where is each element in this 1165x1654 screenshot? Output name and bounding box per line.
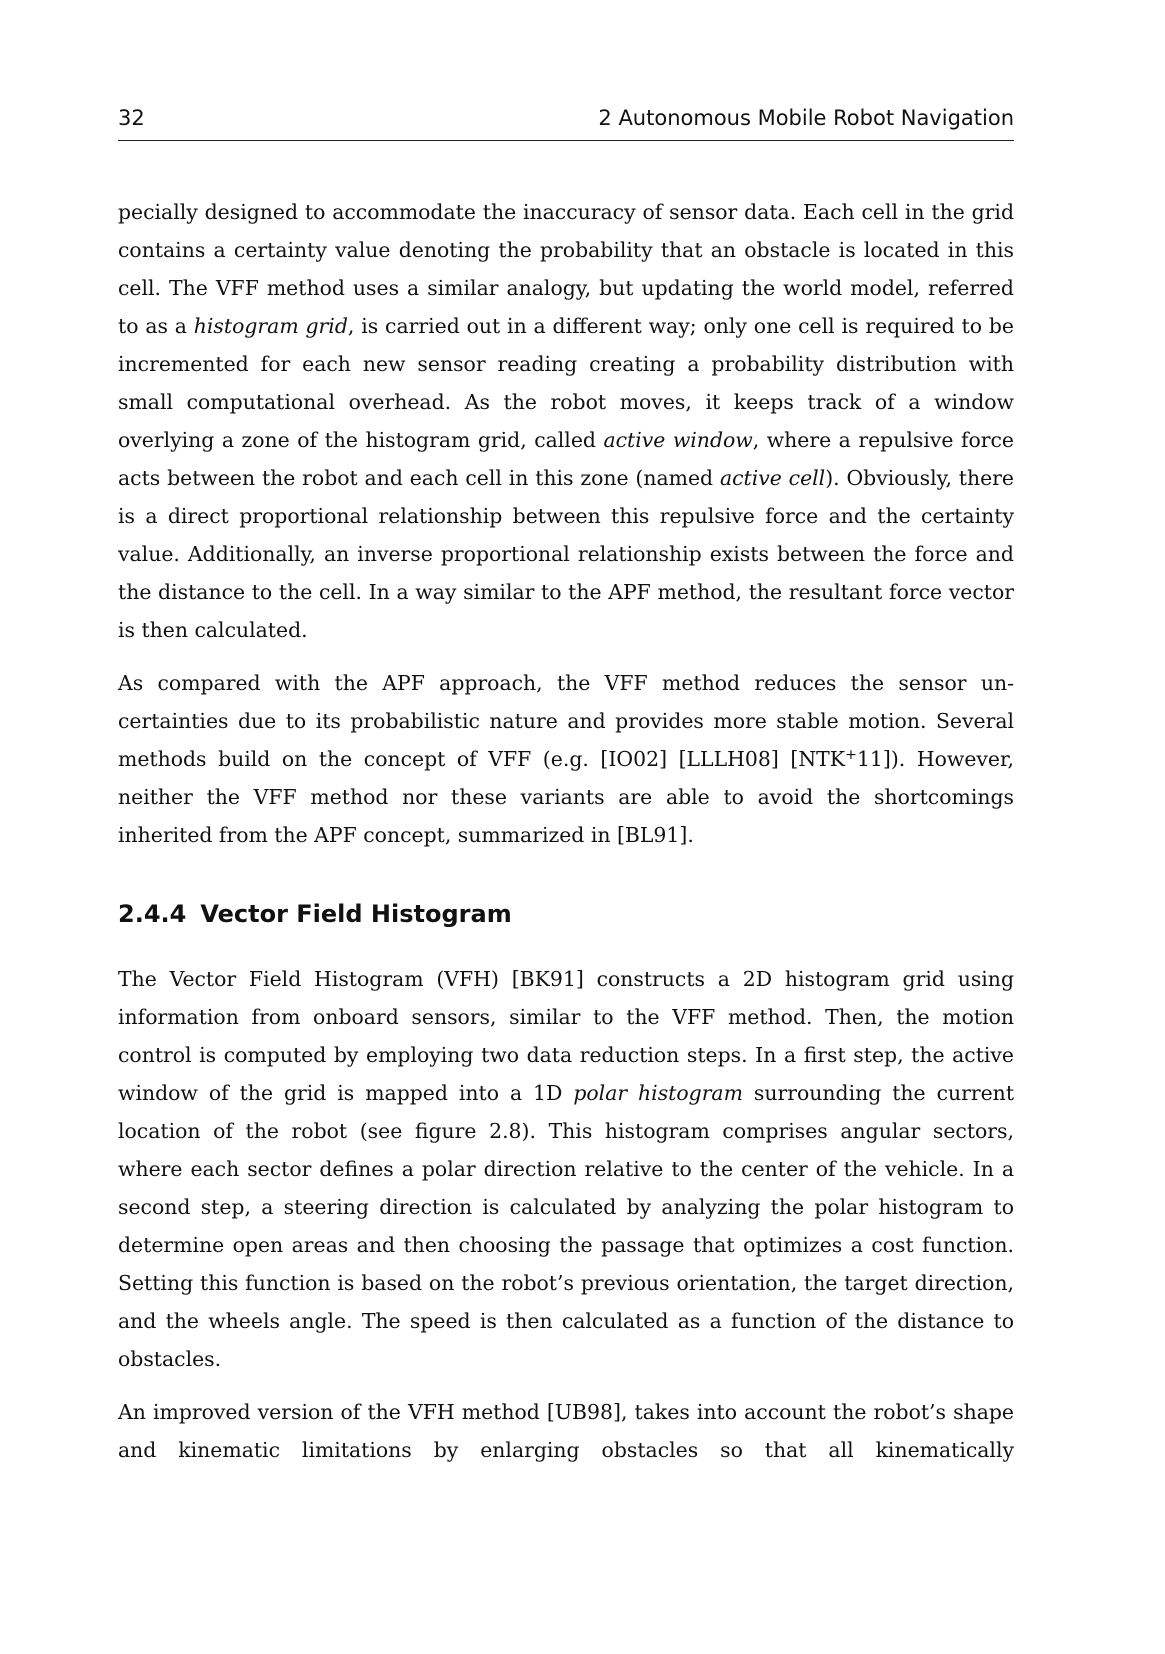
section-title: Vector Field Histogram: [200, 900, 512, 928]
paragraph-vff-vs-apf: As compared with the APF approach, the VFF method reduces the sensor uncertainties due to its probabilistic nature and provides more stable motion. Several methods build on the concept of VFF (e.g. [IO02] [LLLH08] [NTK+11]). However, neither the VFF method nor these variants are able to avoid the shortcomings inherited from the APF concept, summarized in [BL91].: [118, 671, 1014, 847]
term-polar-histogram: polar histogram: [573, 1081, 743, 1105]
term-active-window: active window: [603, 428, 753, 452]
page-header: [118, 100, 1014, 141]
paragraph-vfh-improved: An improved version of the VFH method [UB98], takes into account the robot’s shape and kinematic limitations by enlarging obstacles so that all kinematically: [118, 1400, 1014, 1462]
body-text: [118, 193, 1014, 1484]
term-histogram-grid: histogram grid: [193, 314, 348, 338]
paragraph-vff-histogram-grid: pecially designed to accommodate the inaccuracy of sensor data. Each cell in the grid contains a certainty value denoting the probability that an obstacle is located in this cell. The VFF method uses a similar analogy, but updating the world model, referred to as a histogram grid, is carried out in a different way; only one cell is required to be incremented for each new sensor reading creating a probability distribution with small computational overhead. As the robot moves, it keeps track of a window overlying a zone of the histogram grid, called active window, where a repulsive force acts between the robot and each cell in this zone (named active cell). Obviously, there is a direct proportional relationship between this repulsive force and the certainty value. Additionally, an inverse proportional relationship exists between the force and the distance to the cell. In a way similar to the APF method, the resultant force vector is then calculated.: [118, 200, 1014, 642]
paragraph-vfh-method: The Vector Field Histogram (VFH) [BK91] constructs a 2D histogram grid using information from onboard sensors, similar to the VFF method. Then, the motion control is computed by employing two data reduction steps. In a first step, the active window of the grid is mapped into a 1D polar histogram surrounding the current location of the robot (see figure 2.8). This histogram comprises angular sectors, where each sector defines a polar direction relative to the center of the vehicle. In a second step, a steering direction is calculated by analyzing the polar histogram to determine open areas and then choosing the passage that optimizes a cost function. Setting this function is based on the robot’s previous orientation, the target direction, and the wheels angle. The speed is then calculated as a function of the distance to obstacles.: [118, 967, 1015, 1371]
page-number: 32: [118, 106, 145, 130]
section-number: 2.4.4: [118, 900, 187, 928]
running-head: 2 Autonomous Mobile Robot Navigation: [598, 106, 1014, 130]
section-heading: [118, 898, 1014, 930]
superscript-plus: +: [845, 746, 857, 763]
term-active-cell: active cell: [719, 466, 826, 490]
